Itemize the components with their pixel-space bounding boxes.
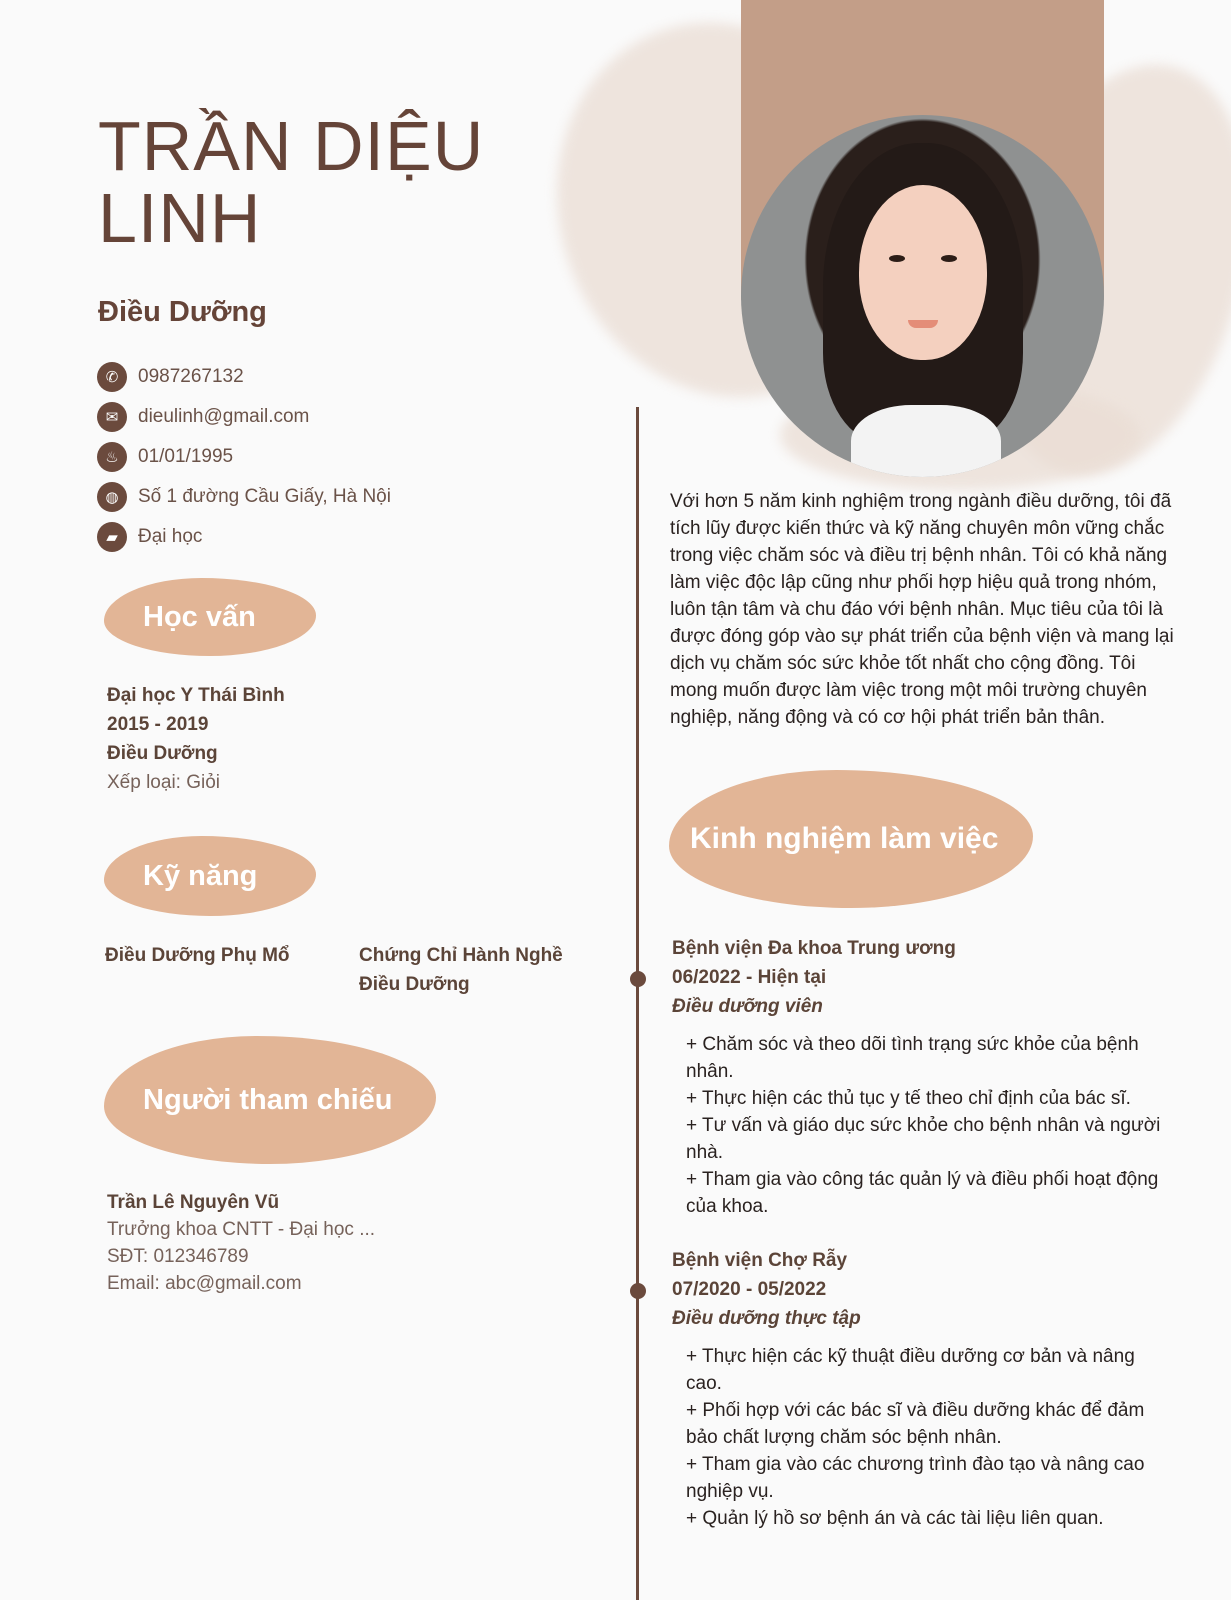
name-line-1: TRẦN DIỆU [98, 107, 485, 185]
photo-eye [941, 255, 957, 262]
contact-value: 0987267132 [138, 366, 244, 387]
job-bullet: + Tham gia vào công tác quản lý và điều phối hoạt động của khoa. [686, 1169, 1159, 1217]
profile-photo [741, 115, 1104, 477]
references-heading-badge [104, 1036, 436, 1164]
job-bullet: + Tư vấn và giáo dục sức khỏe cho bệnh nhân và người nhà. [686, 1115, 1161, 1163]
job-entry [672, 1246, 1172, 1532]
globe-icon: ◍ [97, 482, 127, 512]
birthday-cake-icon: ♨ [97, 442, 127, 472]
job-period: 07/2020 - 05/2022 [672, 1279, 827, 1300]
candidate-name [98, 107, 485, 257]
job-bullet: + Thực hiện các thủ tục y tế theo chỉ định của bác sĩ. [686, 1088, 1131, 1109]
skills-heading: Kỹ năng [143, 859, 258, 892]
contact-value: Số 1 đường Cầu Giấy, Hà Nội [138, 486, 391, 507]
photo-shirt [851, 405, 1001, 477]
photo-eye [889, 255, 905, 262]
contact-education-level [97, 517, 391, 557]
job-role: Điều dưỡng thực tập [672, 1308, 861, 1329]
experience-heading: Kinh nghiệm làm việc [690, 822, 999, 855]
job-role: Điều dưỡng viên [672, 996, 823, 1017]
experience-heading-badge [669, 770, 1033, 908]
timeline-line [636, 407, 639, 1600]
contact-value: 01/01/1995 [138, 446, 234, 467]
contact-birthday [97, 437, 391, 477]
photo-face [859, 185, 987, 360]
education-period: 2015 - 2019 [107, 714, 209, 735]
contact-value: dieulinh@gmail.com [138, 406, 310, 427]
timeline-dot [630, 971, 646, 987]
job-entry [672, 934, 1172, 1220]
references-heading: Người tham chiếu [143, 1083, 393, 1116]
job-bullet: + Thực hiện các kỹ thuật điều dưỡng cơ bản và nâng cao. [686, 1346, 1135, 1394]
profile-summary: Với hơn 5 năm kinh nghiệm trong ngành điều dưỡng, tôi đã tích lũy được kiến thức và kỹ năng chuyên môn vững chắc trong việc chăm sóc và điều trị bệnh nhân. Tôi có khả năng làm việc độc lập cũng như phối hợp hiệu quả trong nhóm, luôn tận tâm và chu đáo với bệnh nhân. Mục tiêu của tôi là được đóng góp vào sự phát triển của bệnh viện và mang lại dịch vụ chăm sóc sức khỏe tốt nhất cho cộng đồng. Tôi mong muốn được làm việc trong một môi trường chuyên nghiệp, năng động và có cơ hội phát triển bản thân. [670, 491, 1174, 728]
job-company: Bệnh viện Chợ Rẫy [672, 1250, 848, 1271]
contact-value: Đại học [138, 526, 203, 547]
reference-entry [107, 1189, 375, 1297]
name-line-2: LINH [98, 179, 262, 257]
education-heading: Học vấn [143, 600, 256, 633]
graduation-cap-icon: ▰ [97, 522, 127, 552]
job-bullet: + Tham gia vào các chương trình đào tạo và nâng cao nghiệp vụ. [686, 1454, 1145, 1502]
job-bullet: + Quản lý hồ sơ bệnh án và các tài liệu liên quan. [686, 1508, 1104, 1529]
skill-item: Điều Dưỡng Phụ Mổ [105, 945, 290, 966]
contact-phone [97, 357, 391, 397]
education-school: Đại học Y Thái Bình [107, 685, 285, 706]
reference-email: Email: abc@gmail.com [107, 1273, 302, 1294]
job-bullets [686, 1343, 1172, 1532]
job-company: Bệnh viện Đa khoa Trung ương [672, 938, 956, 959]
reference-phone: SĐT: 012346789 [107, 1246, 249, 1267]
contact-address [97, 477, 391, 517]
email-icon: ✉ [97, 402, 127, 432]
contact-email [97, 397, 391, 437]
job-title: Điều Dưỡng [98, 296, 267, 328]
job-bullet: + Chăm sóc và theo dõi tình trạng sức khỏe của bệnh nhân. [686, 1034, 1139, 1082]
skills-heading-badge [104, 836, 316, 916]
skill-item: Chứng Chỉ Hành Nghề Điều Dưỡng [359, 945, 563, 995]
contact-list [97, 357, 391, 557]
education-heading-badge [104, 578, 316, 656]
job-bullet: + Phối hợp với các bác sĩ và điều dưỡng khác để đảm bảo chất lượng chăm sóc bệnh nhân. [686, 1400, 1145, 1448]
job-period: 06/2022 - Hiện tại [672, 967, 827, 988]
timeline-dot [630, 1283, 646, 1299]
education-major: Điều Dưỡng [107, 743, 218, 764]
reference-position: Trưởng khoa CNTT - Đại học ... [107, 1219, 376, 1240]
reference-name: Trần Lê Nguyên Vũ [107, 1192, 280, 1213]
job-bullets [686, 1031, 1172, 1220]
education-entry [107, 681, 285, 797]
photo-mouth [908, 320, 938, 328]
phone-icon: ✆ [97, 362, 127, 392]
education-grade: Xếp loại: Giỏi [107, 772, 221, 793]
